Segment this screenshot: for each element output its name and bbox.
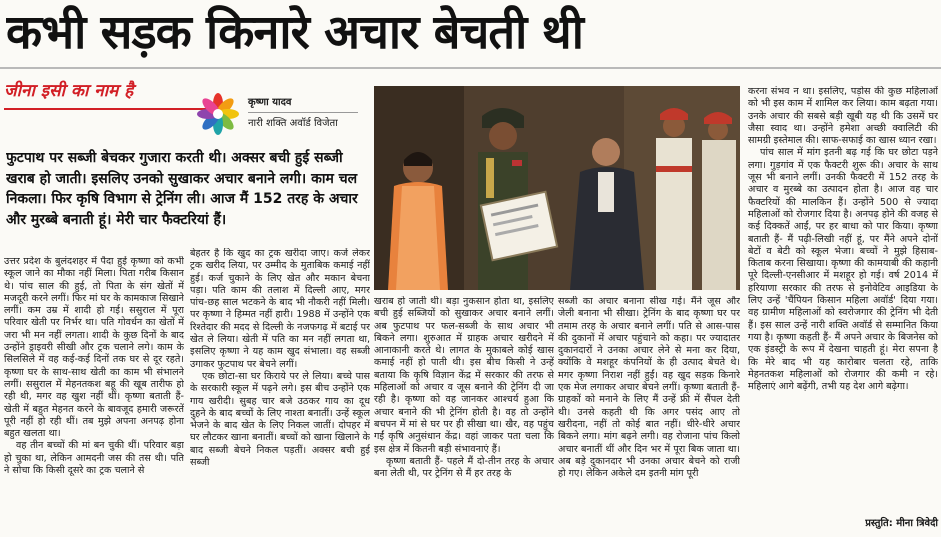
flower-logo-icon	[196, 92, 240, 136]
photo-illustration	[374, 86, 740, 290]
headline-rule	[0, 67, 941, 69]
article-column-4	[558, 296, 740, 532]
article-column-1	[4, 256, 184, 532]
article-column-2	[190, 248, 370, 532]
paragraph: बेहतर है कि खुद का ट्रक खरीदा जाए। कर्ज लेकर ट्रक खरीद लिया, पर उम्मीद के मुताबिक कमाई नहीं हुई। कर्ज चुकाने के लिए खेत और मकान बेचना पड़ा। पति काम की तलाश में दिल्ली आए, मगर पांच-छह साल भटकने के बाद भी नौकरी नहीं मिली। पर कृष्णा ने हिम्मत नहीं हारी। 1988 में उन्होंने एक रिश्तेदार की मदद से दिल्ली के नजफगढ़ में बटाई पर खेत ले लिया। खेती में पति का मन नहीं लगता था, इसलिए कृष्णा ने यह काम खुद संभाला। वह सब्जी उगाकर फुटपाथ पर बेचने लगीं।	[190, 248, 370, 370]
award-ceremony-photo	[374, 86, 740, 290]
paragraph: एक छोटा-सा घर किराये पर ले लिया। बच्चे पास के सरकारी स्कूल में पढ़ने लगे। इस बीच उन्होंने एक गाय खरीदी। सुबह चार बजे उठकर गाय का दूध दुहने के बाद बच्चों के लिए नाश्ता बनातीं। उन्हें स्कूल भेजने के बाद खेत के लिए निकल जातीं। दोपहर में घर लौटकर खाना बनातीं। बच्चों को खाना खिलाने के बाद सब्जी बेचने निकल पड़तीं। अक्सर बची हुई सब्जी	[190, 370, 370, 469]
kicker-underline	[4, 108, 214, 110]
paragraph: करना संभव न था। इसलिए, पड़ोस की कुछ महिलाओं को भी इस काम में शामिल कर लिया। काम बढ़ता गया। उनके अचार की सबसे बड़ी खूबी यह थी कि उसमें घर जैसा स्वाद था। उन्होंने हमेशा अच्छी क्वालिटी की सामग्री इस्तेमाल की। साफ-सफाई का खास ध्यान रखा।	[748, 86, 938, 147]
author-credit: प्रस्तुति: मीना त्रिवेदी	[865, 518, 938, 529]
deck-summary: फुटपाथ पर सब्जी बेचकर गुजारा करती थी। अक्सर बची हुई सब्जी खराब हो जाती। इसलिए उनको सुखाकर अचार बनाने लगी। काम चल निकला। फिर कृषि विभाग से ट्रेनिंग ली। आज मैं 152 तरह के अचार और मुरब्बे बनाती हूं। मेरी चार फैक्टरियां हैं।	[6, 150, 358, 228]
paragraph: खराब हो जाती थी। बड़ा नुकसान होता था, इसलिए बची हुई सब्जियों को सुखाकर अचार बनाने लगीं। अब फुटपाथ पर फल-सब्जी के साथ अचार भी बिकने लगा। शुरुआत में ग्राहक अचार खरीदने में आनाकानी करते थे। लागत के मुकाबले कोई खास कमाई नहीं हो पाती थी। इस बीच किसी ने उन्हें बताया कि कृषि विज्ञान केंद्र में सरकार की तरफ से महिलाओं को अचार व जूस बनाने की ट्रेनिंग दी जा रही है। कृष्णा को वह जानकर आश्चर्य हुआ कि अचार बनाने की भी ट्रेनिंग होती है। वह तो उन्होंने बचपन में मां से घर पर ही सीखा था। खैर, वह पहुंच गईं कृषि अनुसंधान केंद्र। वहां जाकर पता चला कि इस क्षेत्र में कितनी बड़ी संभावनाएं हैं।	[374, 296, 554, 455]
section-kicker: जीना इसी का नाम है	[4, 81, 134, 101]
paragraph: उत्तर प्रदेश के बुलंदशहर में पैदा हुई कृष्णा को कभी स्कूल जाने का मौका नहीं मिला। पिता गरीब किसान थे। पांच साल की हुई, तो पिता के संग खेतों में मजदूरी करने लगीं। फिर मां घर के कामकाज सिखाने लगीं। कम उम्र में शादी हो गई। ससुराल में पूरा परिवार खेती पर निर्भर था। पति गोवर्धन का खेतों में जरा भी मन नहीं लगता। शादी के कुछ दिनों के बाद उन्होंने ड्राइवरी सीखी और ट्रक चलाने लगे। काम के सिलसिले में वह कई-कई दिनों तक घर से दूर रहते। कृष्णा घर के साथ-साथ खेती का काम भी संभालने लगीं। ससुराल में मेहनतकश बहू की खूब तारीफ हो रही थी, मगर वह खुश नहीं थीं। कृष्णा बताती हैं- खेती में बहुत मेहनत करने के बावजूद हमारी जरूरतें पूरी नहीं हो रही थीं। तब मुझे अपना अनपढ़ होना बहुत खलता था।	[4, 256, 184, 440]
paragraph: पांच साल में मांग इतनी बढ़ गई कि घर छोटा पड़ने लगा। गुड़गांव में एक फैक्टरी शुरू की। अचार के साथ जूस भी बनाने लगीं। उनकी फैक्टरी में 152 तरह के अचार व मुरब्बे का उत्पादन होता है। आज वह चार फैक्टरियों की मालकिन हैं। उन्होंने 500 से ज्यादा महिलाओं को रोजगार दिया है। अनपढ़ होने की वजह से कई दिक्कतें आईं, पर हर बाधा को पार किया। कृष्णा बताती हैं- मैं पढ़ी-लिखी नहीं हूं, पर मैंने अपने दोनों बेटों व बेटी को स्कूल भेजा। बच्चों ने मुझे हिसाब-किताब करना सिखाया। कृष्णा की कामयाबी की कहानी पूरे दिल्ली-एनसीआर में मशहूर हो गई। वर्ष 2014 में हरियाणा सरकार की तरफ से इनोवेटिव आइडिया के लिए उन्हें 'चैंपियन किसान महिला अवॉर्ड' दिया गया। वह ग्रामीण महिलाओं को स्वरोजगार की ट्रेनिंग भी देती हैं। इस साल उन्हें नारी शक्ति अवॉर्ड से सम्मानित किया गया है। कृष्णा कहती हैं- मैं अपने अचार के बिजनेस को एक इंडस्ट्री के रूप में देखना चाहती हूं। मेरा सपना है कि मेरे बाद भी यह कारोबार चलता रहे, ताकि मेहनतकश महिलाओं को रोजगार की कमी न रहे। महिलाएं आगे बढ़ेंगी, तभी यह देश आगे बढ़ेगा।	[748, 147, 938, 393]
paragraph: वह तीन बच्चों की मां बन चुकी थीं। परिवार बड़ा हो चुका था, लेकिन आमदनी जस की तस थी। पति ने सोचा कि किसी दूसरे का ट्रक चलाने से	[4, 440, 184, 477]
article-column-3	[374, 296, 554, 532]
headline: कभी सड़क किनारे अचार बेचती थी	[6, 5, 583, 60]
paragraph: कृष्णा बताती हैं- पहले मैं दो-तीन तरह के अचार बना लेती थी, पर ट्रेनिंग से मैं हर तरह के	[374, 455, 554, 480]
byline-name: कृष्णा यादव	[248, 97, 292, 108]
article-column-5	[748, 86, 938, 510]
paragraph: सब्जी का अचार बनाना सीख गई। मैंने जूस और जेली बनाना भी सीखा। ट्रेनिंग के बाद कृष्णा घर पर तमाम तरह के अचार बनाने लगीं। पति से आस-पास की दुकानों में अचार पहुंचाने को कहा। पर ज्यादातर दुकानदारों ने उनका अचार लेने से मना कर दिया, क्योंकि वे मशहूर कंपनियों के ही उत्पाद बेचते थे। मगर कृष्णा निराश नहीं हुईं। वह खुद सड़क किनारे एक मेज लगाकर अचार बेचने लगीं। कृष्णा बताती हैं- ग्राहकों को मनाने के लिए मैं उन्हें फ्री में सैंपल देती थी। उनसे कहती थी कि अगर पसंद आए तो खरीदना, नहीं तो कोई बात नहीं। धीरे-धीरे अचार बिकने लगा। मांग बढ़ने लगी। वह रोजाना पांच किलो अचार बनातीं थीं और दिन भर में पूरा बिक जाता था। अब बड़े दुकानदार भी उनका अचार बेचने को राजी हो गए। लेकिन अकेले दम इतनी मांग पूरी	[558, 296, 740, 480]
byline-divider	[248, 112, 358, 113]
byline-title: नारी शक्ति अवॉर्ड विजेता	[248, 118, 338, 129]
